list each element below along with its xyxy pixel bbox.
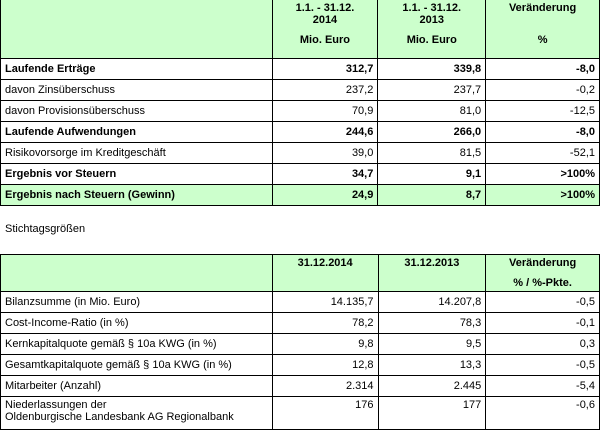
table-row	[1, 292, 600, 313]
row-label	[1, 397, 273, 430]
table-row	[1, 334, 600, 355]
row-label: Risikovorsorge im Kreditgeschäft	[1, 143, 273, 164]
value-2014: 24,9	[272, 185, 378, 206]
header-change-label: Veränderung	[508, 257, 577, 269]
header-change	[486, 255, 600, 292]
value-2014: 244,6	[272, 122, 378, 143]
value-2013: 8,7	[378, 185, 486, 206]
row-label: Laufende Erträge	[1, 59, 273, 80]
table-row	[1, 143, 600, 164]
header-empty-cell	[1, 0, 273, 59]
value-change: 0,3	[486, 334, 600, 355]
value-2013: 177	[378, 397, 486, 430]
value-change: >100%	[486, 185, 600, 206]
value-2013: 339,8	[378, 59, 486, 80]
value-2013: 9,5	[378, 334, 486, 355]
header-2013	[378, 0, 486, 59]
value-2014: 312,7	[272, 59, 378, 80]
header-2014-year: 2014	[312, 14, 338, 26]
value-2013: 81,0	[378, 101, 486, 122]
value-2014: 9,8	[272, 334, 378, 355]
header-2013-year: 2013	[419, 14, 444, 26]
value-change: -0,6	[486, 397, 600, 430]
value-2013: 14.207,8	[378, 292, 486, 313]
row-label: Gesamtkapitalquote gemäß § 10a KWG (in %)	[1, 355, 273, 376]
row-label: davon Provisionsüberschuss	[1, 101, 273, 122]
header-change-unit: % / %-Pkte.	[513, 277, 572, 289]
header-2014-unit: Mio. Euro	[299, 34, 350, 46]
value-change: -5,4	[486, 376, 600, 397]
row-label: Cost-Income-Ratio (in %)	[1, 313, 273, 334]
row-label: Ergebnis vor Steuern	[1, 164, 273, 185]
value-2013: 2.445	[378, 376, 486, 397]
income-table-header	[1, 0, 600, 59]
value-2014: 39,0	[272, 143, 378, 164]
table-row	[1, 376, 600, 397]
row-label: Ergebnis nach Steuern (Gewinn)	[1, 185, 273, 206]
header-empty-cell	[1, 255, 273, 292]
header-2013-period: 1.1. - 31.12.	[402, 2, 462, 14]
value-2013: 266,0	[378, 122, 486, 143]
value-2014: 78,2	[272, 313, 378, 334]
value-2014: 14.135,7	[272, 292, 378, 313]
row-label: Bilanzsumme (in Mio. Euro)	[1, 292, 273, 313]
value-change: >100%	[486, 164, 600, 185]
row-label-line1: Niederlassungen der	[5, 399, 107, 411]
key-figures-header	[1, 255, 600, 292]
key-figures-table	[0, 254, 600, 430]
header-change-label: Veränderung	[508, 2, 577, 14]
income-table	[0, 0, 600, 206]
value-change: -0,5	[486, 355, 600, 376]
header-2013-unit: Mio. Euro	[406, 34, 457, 46]
header-date-2013: 31.12.2013	[378, 255, 486, 292]
table-row	[1, 355, 600, 376]
value-2014: 176	[272, 397, 378, 430]
row-label: davon Zinsüberschuss	[1, 80, 273, 101]
row-label-line2: Oldenburgische Landesbank AG Regionalbank	[5, 411, 234, 423]
value-2013: 9,1	[378, 164, 486, 185]
value-2013: 81,5	[378, 143, 486, 164]
value-2014: 2.314	[272, 376, 378, 397]
value-2013: 78,3	[378, 313, 486, 334]
row-label: Mitarbeiter (Anzahl)	[1, 376, 273, 397]
value-change: -8,0	[486, 122, 600, 143]
table-row	[1, 185, 600, 206]
table-row	[1, 397, 600, 430]
value-2014: 237,2	[272, 80, 378, 101]
value-2013: 13,3	[378, 355, 486, 376]
value-change: -0,2	[486, 80, 600, 101]
value-2014: 12,8	[272, 355, 378, 376]
value-change: -8,0	[486, 59, 600, 80]
header-2014-period: 1.1. - 31.12.	[295, 2, 355, 14]
value-change: -12,5	[486, 101, 600, 122]
header-date-2014: 31.12.2014	[272, 255, 378, 292]
row-label: Kernkapitalquote gemäß § 10a KWG (in %)	[1, 334, 273, 355]
table-row	[1, 59, 600, 80]
header-2014	[272, 0, 378, 59]
table-row	[1, 313, 600, 334]
table-row	[1, 80, 600, 101]
header-change	[486, 0, 600, 59]
value-change: -52,1	[486, 143, 600, 164]
row-label: Laufende Aufwendungen	[1, 122, 273, 143]
table-row	[1, 164, 600, 185]
value-2014: 70,9	[272, 101, 378, 122]
table-row	[1, 101, 600, 122]
value-change: -0,1	[486, 313, 600, 334]
table-row	[1, 122, 600, 143]
value-2013: 237,7	[378, 80, 486, 101]
value-change: -0,5	[486, 292, 600, 313]
section-label: Stichtagsgrößen	[5, 223, 86, 235]
header-change-unit: %	[537, 34, 548, 46]
value-2014: 34,7	[272, 164, 378, 185]
